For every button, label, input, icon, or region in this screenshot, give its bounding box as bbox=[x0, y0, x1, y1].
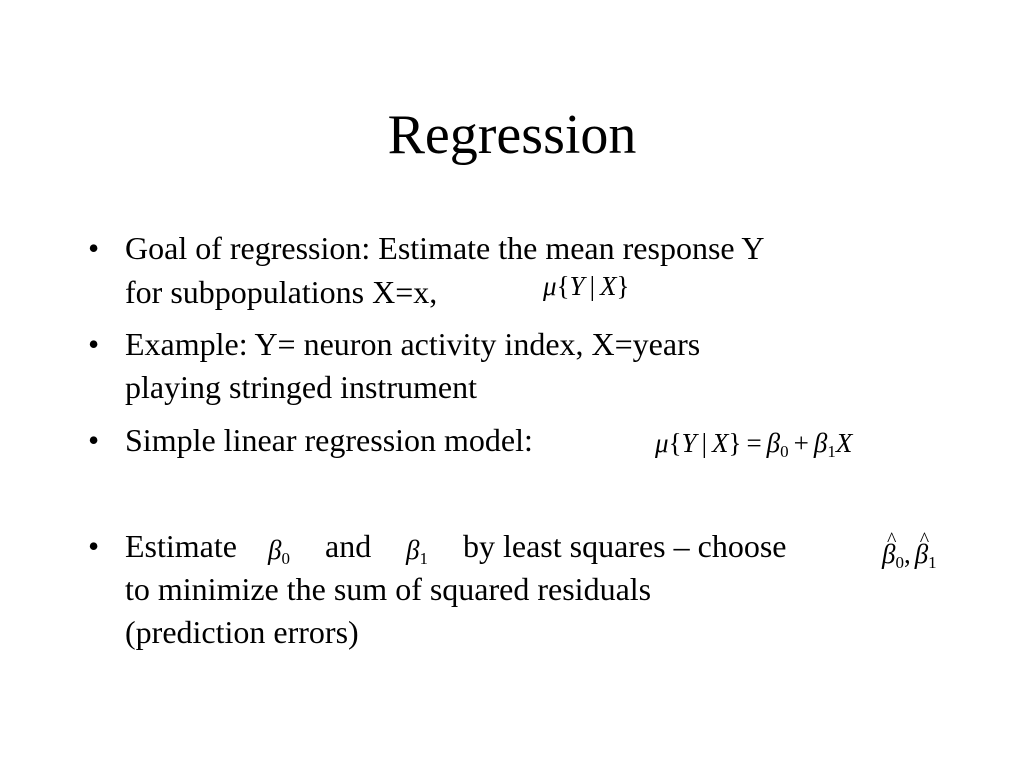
formula-beta-zero bbox=[268, 534, 290, 566]
formula-beta-hats bbox=[882, 538, 937, 570]
right-brace: } bbox=[728, 428, 742, 458]
given-bar: | bbox=[589, 271, 595, 301]
x-variable: X bbox=[835, 428, 853, 458]
left-brace: { bbox=[556, 271, 570, 301]
subscript-one: 1 bbox=[928, 553, 937, 572]
comma: , bbox=[903, 539, 911, 569]
bullet-marker: • bbox=[88, 528, 100, 564]
formula-conditional-mean bbox=[543, 270, 629, 302]
formula-beta-one bbox=[406, 534, 428, 566]
right-brace: } bbox=[616, 271, 630, 301]
subscript-one: 1 bbox=[419, 549, 428, 568]
bullet-4-text-estimate: Estimate bbox=[125, 528, 237, 564]
beta-hat-symbol: ^ β bbox=[915, 538, 928, 570]
bullet-4-line-2: to minimize the sum of squared residuals bbox=[125, 571, 652, 607]
left-brace: { bbox=[668, 428, 682, 458]
bullet-marker: • bbox=[88, 422, 100, 458]
mu-symbol: μ bbox=[543, 271, 557, 301]
bullet-4-line-3: (prediction errors) bbox=[125, 614, 359, 650]
bullet-marker: • bbox=[88, 326, 100, 362]
beta-symbol: β bbox=[406, 535, 420, 565]
bullet-2-line-2: playing stringed instrument bbox=[125, 369, 477, 405]
x-variable: X bbox=[711, 428, 729, 458]
given-bar: | bbox=[701, 428, 707, 458]
subscript-one: 1 bbox=[827, 442, 836, 461]
bullet-2-line-1: Example: Y= neuron activity index, X=years bbox=[125, 326, 701, 362]
beta-hat-symbol: ^ β bbox=[882, 538, 895, 570]
beta-symbol: β bbox=[813, 428, 828, 458]
bullet-3-line-1: Simple linear regression model: bbox=[125, 422, 533, 458]
slide-title: Regression bbox=[387, 104, 637, 166]
subscript-zero: 0 bbox=[895, 553, 904, 572]
bullet-1-line-2: for subpopulations X=x, bbox=[125, 274, 438, 310]
plus-sign: + bbox=[793, 428, 809, 458]
equals-sign: = bbox=[746, 428, 762, 458]
subscript-zero: 0 bbox=[281, 549, 290, 568]
y-variable: Y bbox=[569, 271, 585, 301]
formula-linear-model bbox=[655, 427, 852, 459]
beta-symbol: β bbox=[268, 535, 282, 565]
beta-symbol: β bbox=[766, 428, 781, 458]
mu-symbol: μ bbox=[655, 428, 669, 458]
x-variable: X bbox=[599, 271, 617, 301]
bullet-4-text-least-squares: by least squares – choose bbox=[463, 528, 787, 564]
subscript-zero: 0 bbox=[780, 442, 789, 461]
bullet-1-line-1: Goal of regression: Estimate the mean response Y bbox=[125, 230, 765, 266]
bullet-marker: • bbox=[88, 230, 100, 266]
bullet-4-text-and: and bbox=[325, 528, 372, 564]
y-variable: Y bbox=[681, 428, 697, 458]
